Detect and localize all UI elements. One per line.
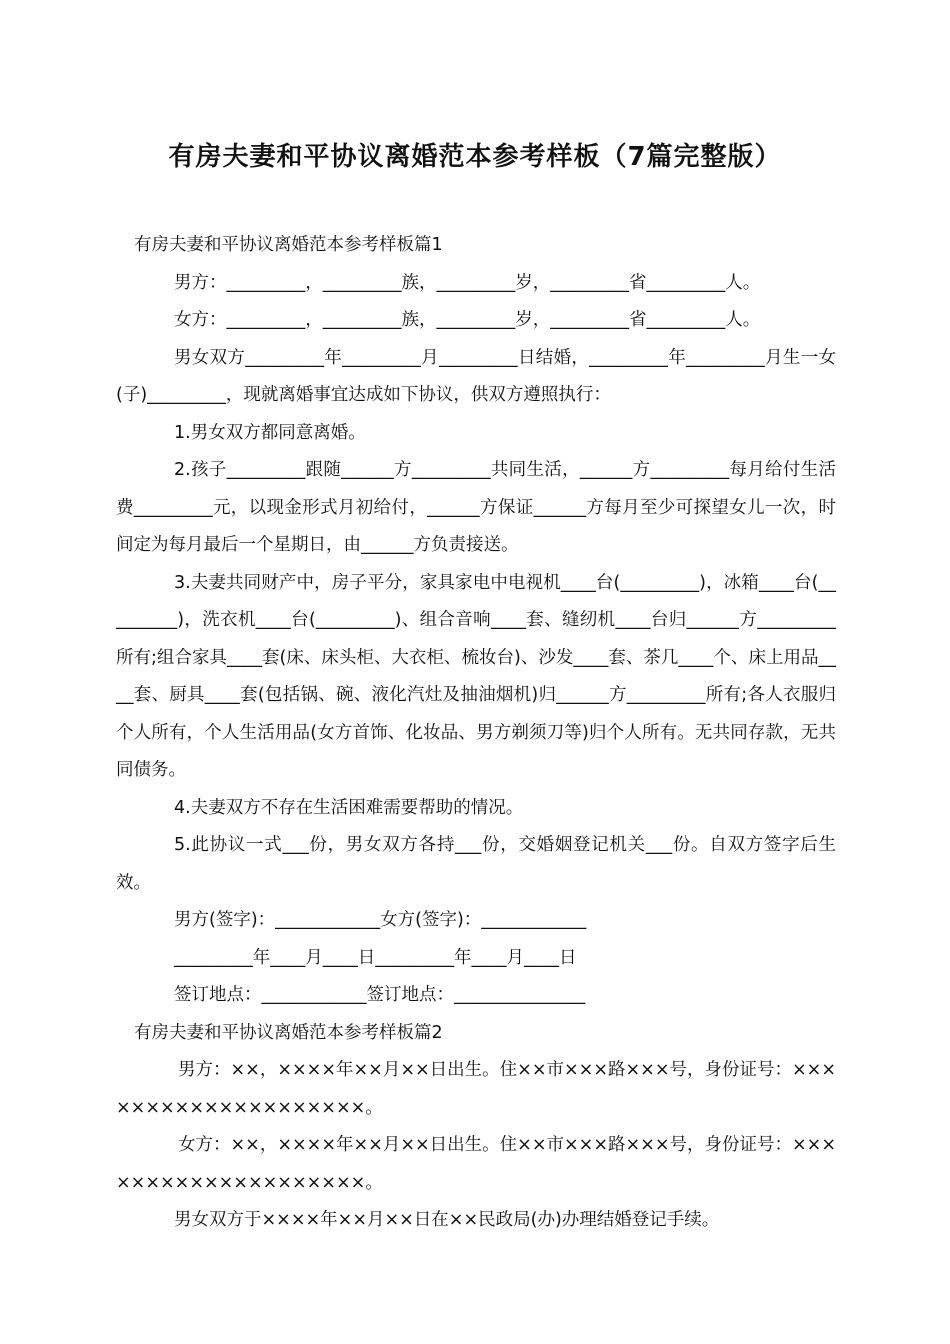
place-line: 签订地点：____________签订地点：_______________ xyxy=(174,985,586,1005)
clause-1: 1.男女双方都同意离婚。 xyxy=(174,422,366,443)
man-info-line: 男方：_________，_________族，_________岁，_________省_________人。 xyxy=(174,272,761,293)
clause-2: 2.孩子_________跟随______方_________共同生活，______方_________每月给付生活费_________元，以现金形式月初给付，______方保证______方每月至少可探望女儿一次，时间定为每月最后一个星期日，由______方负责接送。 xyxy=(116,460,836,555)
woman-details-paragraph: 女方：××，××××年××月××日出生。住××市×××路×××号，身份证号：××××××××××××××××××××。 xyxy=(116,1135,836,1193)
clause-3: 3.夫妻共同财产中，房子平分，家具家电中电视机____台(_________)，冰箱____台(_________)，洗衣机____台(_________)、组合音响____套、缝纫机____台归______方_________所有;组合家具____套(床、床头柜、大衣柜、梳妆台)、沙发____套、茶几____个、床上用品____套、厨具____套(包括锅、碗、液化汽灶及抽油烟机)归______方_________所有;各人衣服归个人所有，个人生活用品(女方首饰、化妆品、男方剃须刀等)归个人所有。无共同存款，无共同债务。 xyxy=(116,572,836,780)
clause-5: 5.此协议一式___份，男女双方各持___份，交婚姻登记机关___份。自双方签字后生效。 xyxy=(116,835,836,893)
clause-4: 4.夫妻双方不存在生活困难需要帮助的情况。 xyxy=(174,797,524,818)
document-title: 有房夫妻和平协议离婚范本参考样板（7篇完整版） xyxy=(168,142,782,172)
section-heading-1: 有房夫妻和平协议离婚范本参考样板篇1 xyxy=(134,235,443,255)
couple-paragraph: 男女双方_________年_________月_________日结婚，_________年_________月生一女(子)_________，现就离婚事宜达成如下协议，供双方遵照执行： xyxy=(116,347,836,405)
document-body xyxy=(116,227,836,1240)
man-details-paragraph: 男方：××，××××年××月××日出生。住××市×××路×××号，身份证号：××××××××××××××××××××。 xyxy=(116,1060,836,1118)
marriage-registration-paragraph: 男女双方于××××年××月××日在××民政局(办)办理结婚登记手续。 xyxy=(174,1210,720,1230)
section-heading-2: 有房夫妻和平协议离婚范本参考样板篇2 xyxy=(134,1022,443,1043)
woman-info-line: 女方：_________，_________族，_________岁，_________省_________人。 xyxy=(174,310,761,330)
signature-line: 男方(签字)：____________女方(签字)：____________ xyxy=(174,910,587,930)
date-line: _________年____月____日_________年____月____日 xyxy=(174,947,577,968)
